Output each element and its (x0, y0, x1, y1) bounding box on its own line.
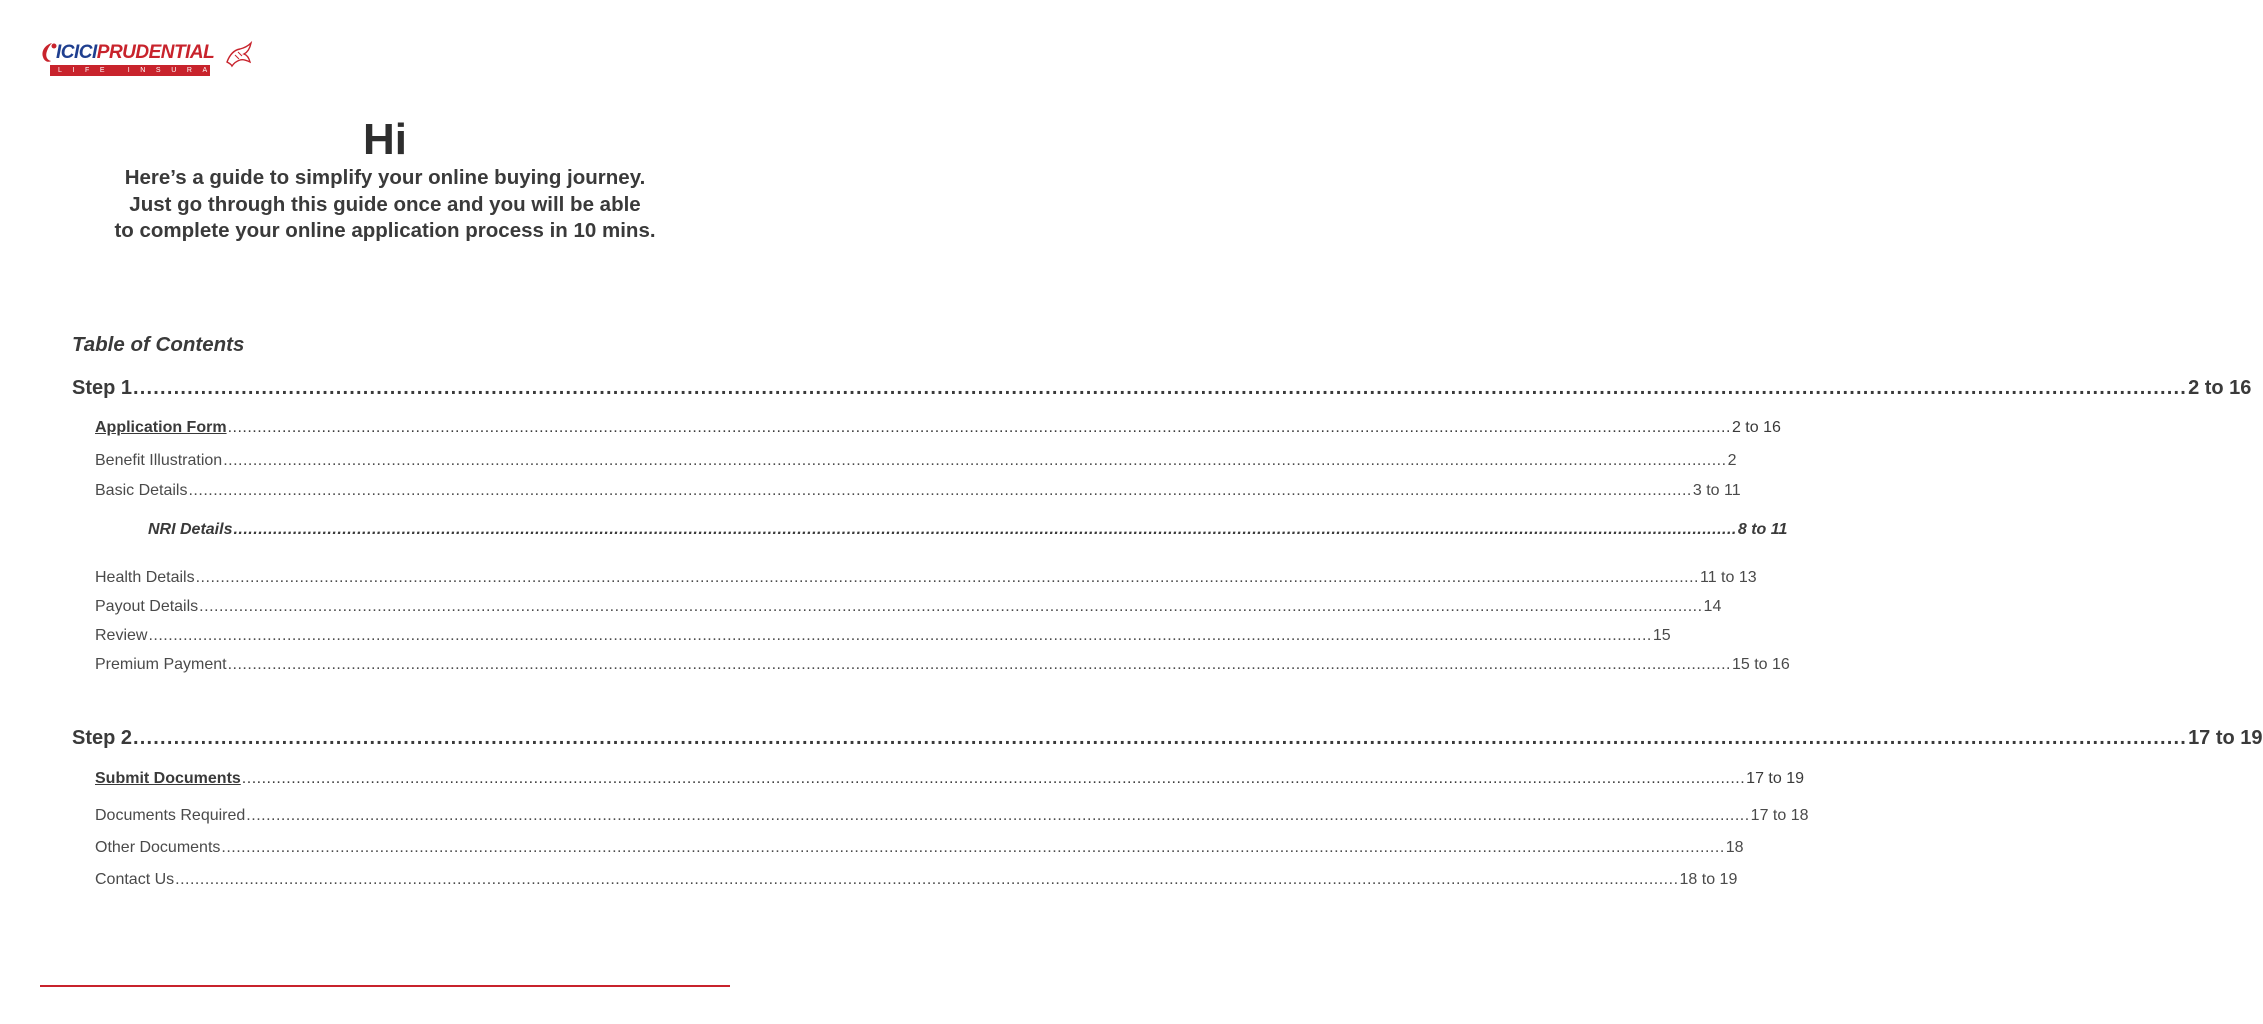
toc-pages: 2 to 16 (2188, 377, 2252, 399)
toc-step-1[interactable] (72, 377, 2252, 400)
toc-item-nri-details[interactable] (148, 521, 1788, 539)
intro-line-3: to complete your online application process in 10 mins. (114, 219, 656, 242)
intro-line-1: Here’s a guide to simplify your online buying journey. (124, 166, 646, 189)
toc-pages: 18 to 19 (1679, 871, 1738, 888)
toc-leader (223, 452, 1726, 470)
toc-label: Payout Details (95, 598, 199, 615)
toc-leader (242, 770, 1745, 788)
toc-item-health-details[interactable] (95, 569, 1757, 587)
toc-section-submit-documents[interactable] (95, 770, 1804, 788)
toc-pages: 14 (1703, 598, 1722, 615)
page-heading: Hi (363, 115, 407, 164)
logo-brand-part2: PRUDENTIAL (96, 42, 215, 63)
toc-pages: 15 (1652, 627, 1671, 644)
intro-line-2: Just go through this guide once and you will be able (129, 192, 641, 216)
toc-leader (188, 482, 1691, 500)
toc-leader (228, 419, 1731, 437)
footer-divider (40, 985, 730, 987)
toc-leader (196, 569, 1699, 587)
toc-leader (175, 871, 1678, 889)
toc-leader (246, 807, 1749, 825)
toc-pages: 3 to 11 (1692, 482, 1741, 499)
toc-label: Contact Us (95, 871, 175, 888)
toc-leader (199, 598, 1702, 616)
toc-pages: 2 (1727, 452, 1737, 469)
toc-pages: 18 (1725, 839, 1744, 856)
toc-item-basic-details[interactable] (95, 482, 1741, 500)
toc-item-payout-details[interactable] (95, 598, 1722, 616)
toc-item-other-documents[interactable] (95, 839, 1744, 857)
toc-leader (221, 839, 1724, 857)
intro-text (40, 165, 730, 245)
toc-label[interactable]: Submit Documents (95, 770, 241, 787)
toc-label: Documents Required (95, 807, 246, 824)
toc-section-application-form[interactable] (95, 419, 1781, 437)
lion-emblem-icon (224, 40, 254, 70)
toc-leader (233, 521, 1736, 539)
toc-label: Review (95, 627, 148, 644)
toc-item-benefit-illustration[interactable] (95, 452, 1737, 470)
toc-pages: 17 to 19 (2188, 727, 2263, 749)
logo-tagline: LIFE INSURANCE (58, 67, 265, 74)
toc-title: Table of Contents (72, 333, 245, 356)
toc-pages: 17 to 18 (1750, 807, 1809, 824)
toc-pages: 15 to 16 (1731, 656, 1790, 673)
toc-pages: 2 to 16 (1731, 419, 1781, 436)
toc-label: Step 2 (72, 727, 133, 749)
toc-item-documents-required[interactable] (95, 807, 1809, 825)
icici-prudential-logo (40, 40, 265, 84)
toc-label[interactable]: Application Form (95, 419, 227, 436)
toc-label: Other Documents (95, 839, 221, 856)
toc-label: Basic Details (95, 482, 188, 499)
toc-leader (148, 627, 1651, 645)
toc-label: Premium Payment (95, 656, 227, 673)
toc-label: Step 1 (72, 377, 133, 399)
logo-brand-part1: ICICI (56, 42, 97, 63)
toc-pages: 8 to 11 (1737, 521, 1788, 538)
logo-wordmark (56, 42, 214, 64)
toc-label: NRI Details (148, 521, 233, 538)
toc-leader (133, 377, 2187, 400)
toc-label: Benefit Illustration (95, 452, 223, 469)
toc-leader (133, 727, 2187, 750)
toc-pages: 11 to 13 (1699, 569, 1757, 586)
toc-pages: 17 to 19 (1746, 770, 1804, 787)
toc-item-review[interactable] (95, 627, 1671, 645)
toc-item-contact-us[interactable] (95, 871, 1738, 889)
toc-leader (228, 656, 1731, 674)
toc-item-premium-payment[interactable] (95, 656, 1790, 674)
toc-step-2[interactable] (72, 727, 2263, 750)
toc-label: Health Details (95, 569, 195, 586)
